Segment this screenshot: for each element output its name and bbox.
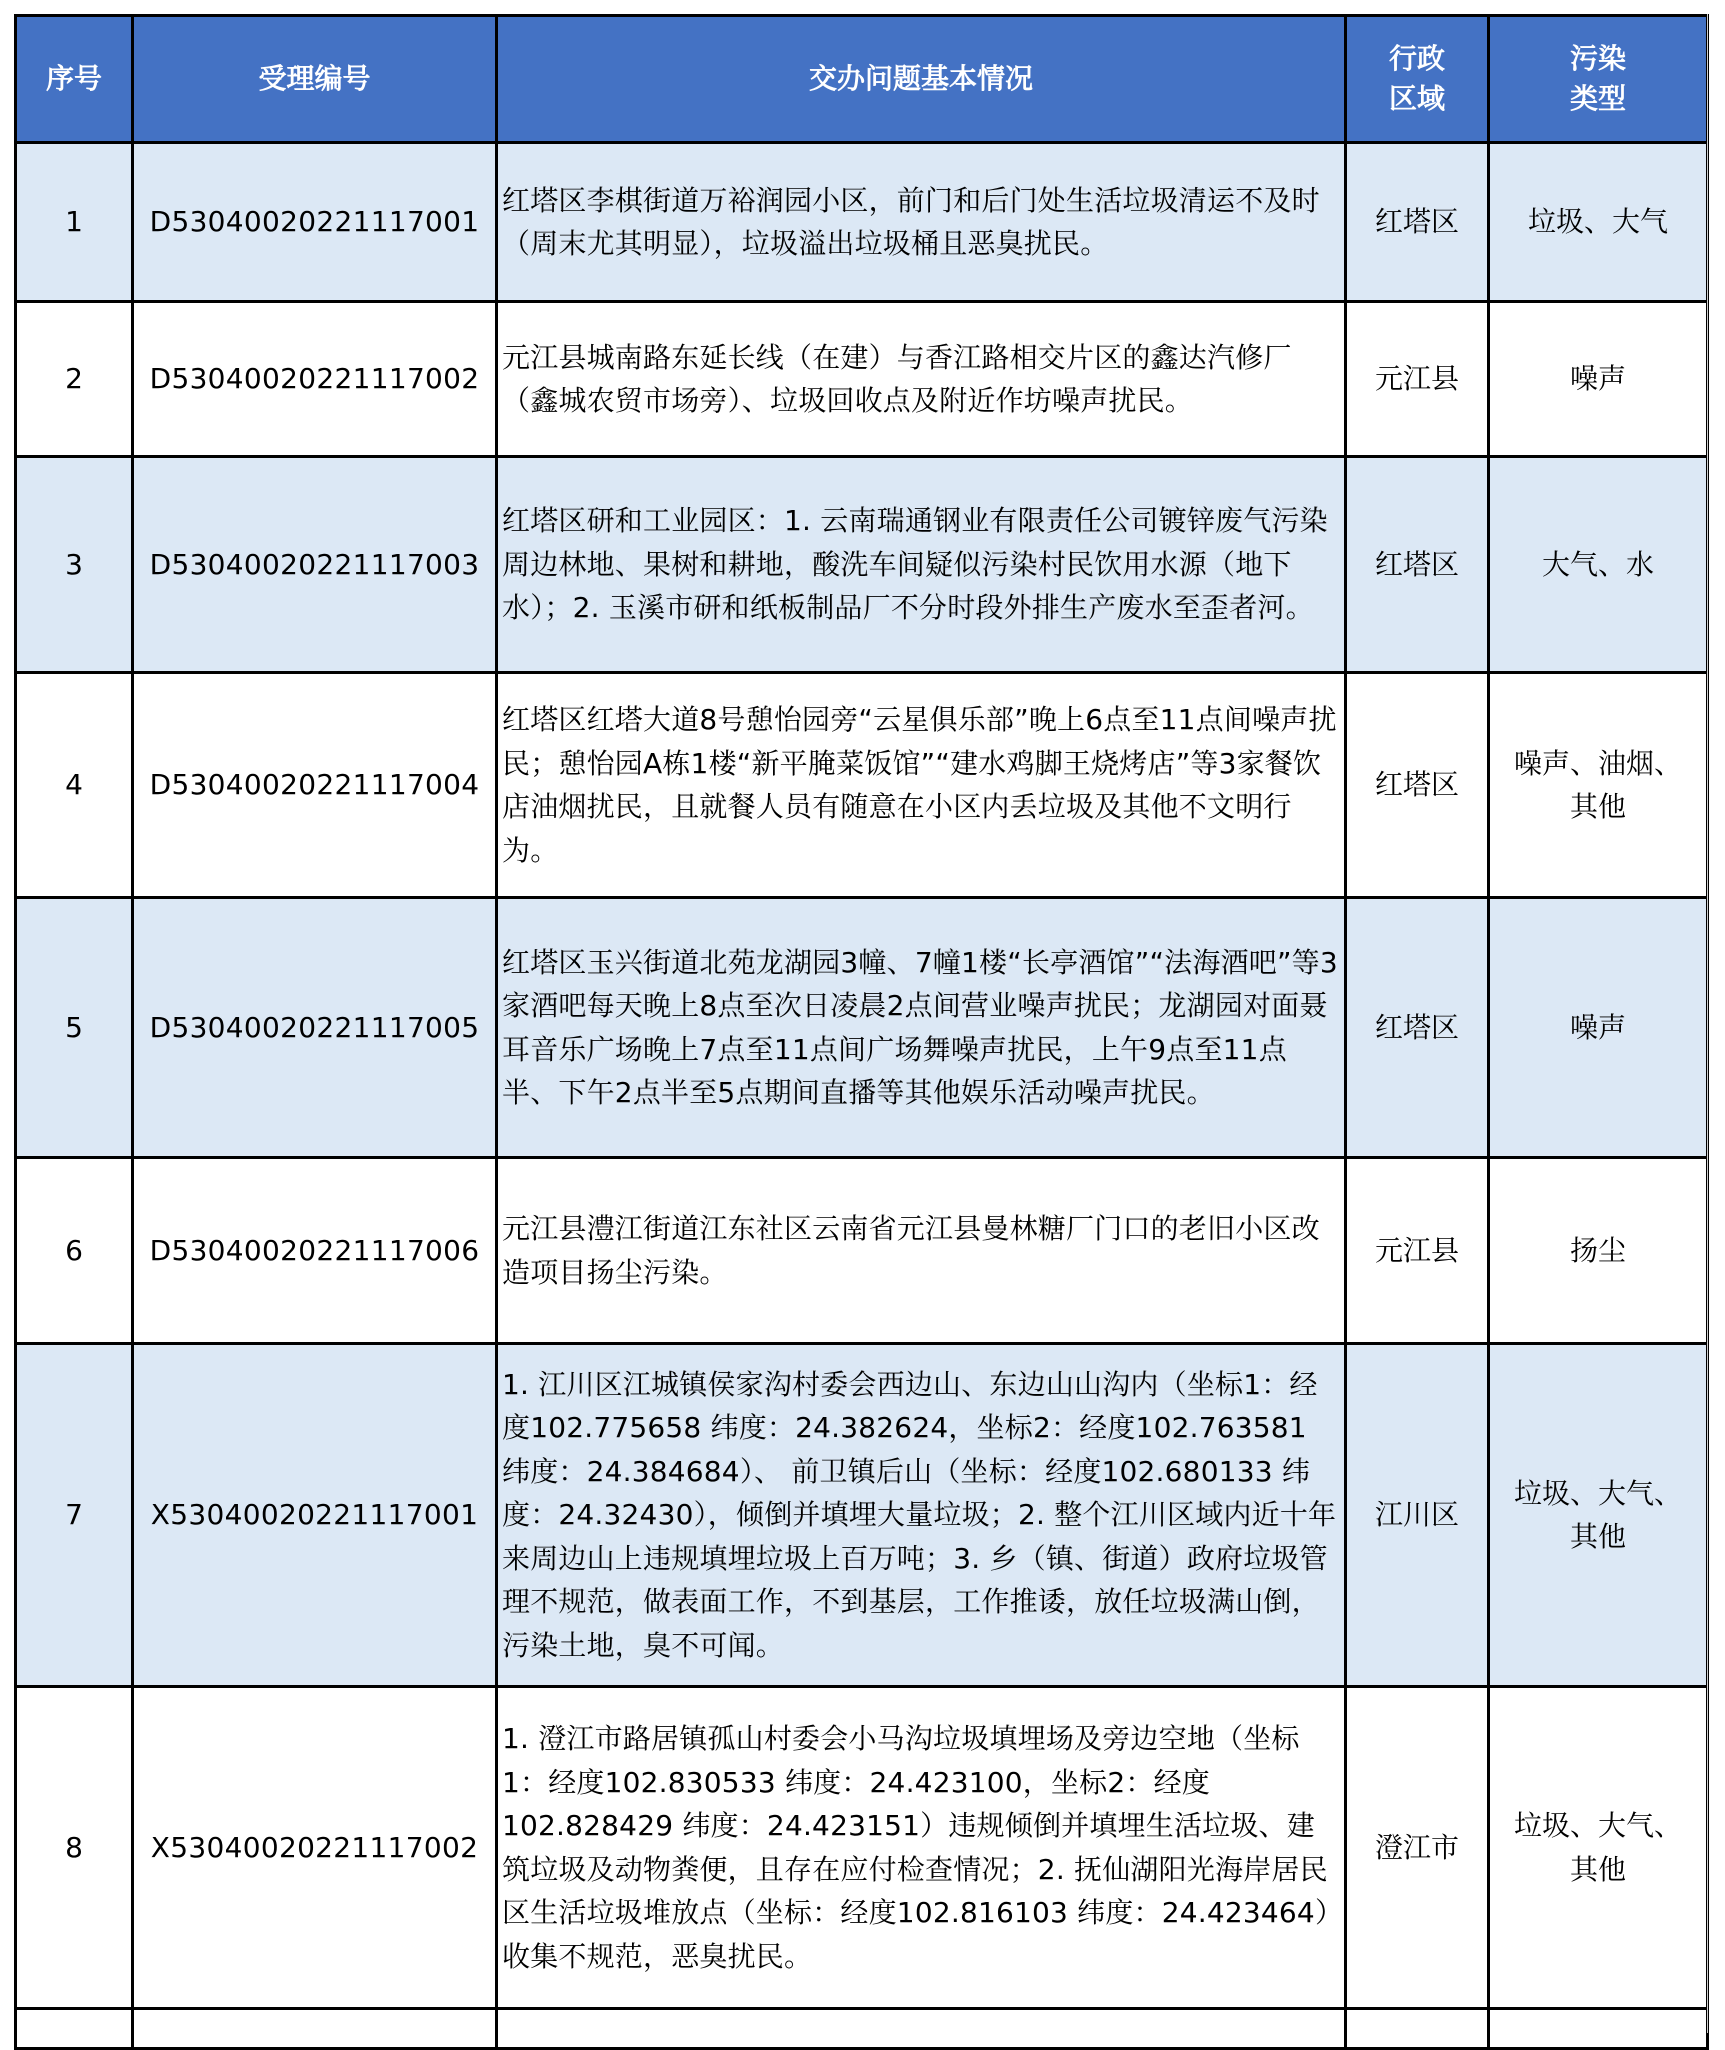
header-region-line2: 区域 xyxy=(1388,82,1445,115)
cell-code: D53040020221117003 xyxy=(133,457,497,673)
cell-code: D53040020221117001 xyxy=(133,143,497,302)
cell-type xyxy=(1489,673,1708,898)
header-summary: 交办问题基本情况 xyxy=(497,16,1346,143)
cell-region: 红塔区 xyxy=(1346,143,1489,302)
cell-region: 元江县 xyxy=(1346,302,1489,457)
table-row-partial xyxy=(16,2009,1708,2049)
cell-region: 江川区 xyxy=(1346,1344,1489,1687)
table-row xyxy=(16,457,1708,673)
cell-type: 噪声 xyxy=(1489,898,1708,1158)
cell-index: 3 xyxy=(16,457,133,673)
cell-type-line1: 噪声、油烟、 xyxy=(1513,746,1682,780)
cell-empty xyxy=(1489,2009,1708,2049)
table-row xyxy=(16,1344,1708,1687)
cell-index: 1 xyxy=(16,143,133,302)
cell-type-line2: 其他 xyxy=(1569,1520,1626,1553)
complaint-table-sheet xyxy=(14,14,1706,2050)
cell-code: D53040020221117006 xyxy=(133,1158,497,1344)
table-row xyxy=(16,143,1708,302)
cell-index: 8 xyxy=(16,1687,133,2009)
cell-summary: 红塔区玉兴街道北苑龙湖园3幢、7幢1楼“长亭酒馆”“法海酒吧”等3家酒吧每天晚上8点至次日凌晨2点间营业噪声扰民；龙湖园对面聂耳音乐广场晚上7点至11点间广场舞噪声扰民，上午9点至11点半、下午2点半至5点期间直播等其他娱乐活动噪声扰民。 xyxy=(497,898,1346,1158)
cell-index: 4 xyxy=(16,673,133,898)
cell-type: 噪声 xyxy=(1489,302,1708,457)
header-type-line2: 类型 xyxy=(1569,82,1626,115)
cell-summary: 红塔区红塔大道8号憩怡园旁“云星俱乐部”晚上6点至11点间噪声扰民；憩怡园A栋1楼“新平腌菜饭馆”“建水鸡脚王烧烤店”等3家餐饮店油烟扰民，且就餐人员有随意在小区内丢垃圾及其他不文明行为。 xyxy=(497,673,1346,898)
cell-type: 扬尘 xyxy=(1489,1158,1708,1344)
header-row xyxy=(16,16,1708,143)
cell-code: D53040020221117002 xyxy=(133,302,497,457)
cell-type-line2: 其他 xyxy=(1569,1852,1626,1886)
cell-summary: 元江县澧江街道江东社区云南省元江县曼林糖厂门口的老旧小区改造项目扬尘污染。 xyxy=(497,1158,1346,1344)
table-row xyxy=(16,898,1708,1158)
cell-type: 大气、水 xyxy=(1489,457,1708,673)
cell-type: 垃圾、大气 xyxy=(1489,143,1708,302)
cell-empty xyxy=(16,2009,133,2049)
table-row xyxy=(16,673,1708,898)
cell-code: D53040020221117004 xyxy=(133,673,497,898)
table-row xyxy=(16,1158,1708,1344)
header-region xyxy=(1346,16,1489,143)
cell-index: 2 xyxy=(16,302,133,457)
cell-summary: 1. 江川区江城镇侯家沟村委会西边山、东边山山沟内（坐标1：经度102.775658 纬度：24.382624，坐标2：经度102.763581 纬度：24.384684）、 前卫镇后山（坐标：经度102.680133 纬度：24.32430），倾倒并填埋大量垃圾；2. 整个江川区域内近十年来周边山上违规填埋垃圾上百万吨；3. 乡（镇、街道）政府垃圾管理不规范，做表面工作，不到基层，工作推诿，放任垃圾满山倒，污染土地，臭不可闻。 xyxy=(497,1344,1346,1687)
gridline-edge xyxy=(1707,14,1708,2033)
header-type xyxy=(1489,16,1708,143)
cell-empty xyxy=(1346,2009,1489,2049)
cell-empty xyxy=(497,2009,1346,2049)
cell-region: 红塔区 xyxy=(1346,898,1489,1158)
cell-summary: 红塔区研和工业园区：1. 云南瑞通钢业有限责任公司镀锌废气污染周边林地、果树和耕地，酸洗车间疑似污染村民饮用水源（地下水）；2. 玉溪市研和纸板制品厂不分时段外排生产废水至歪者河。 xyxy=(497,457,1346,673)
header-type-line1: 污染 xyxy=(1569,42,1626,75)
cell-summary: 元江县城南路东延长线（在建）与香江路相交片区的鑫达汽修厂（鑫城农贸市场旁）、垃圾回收点及附近作坊噪声扰民。 xyxy=(497,302,1346,457)
header-code: 受理编号 xyxy=(133,16,497,143)
cell-index: 7 xyxy=(16,1344,133,1687)
cell-type xyxy=(1489,1344,1708,1687)
cell-summary: 1. 澄江市路居镇孤山村委会小马沟垃圾填埋场及旁边空地（坐标1：经度102.830533 纬度：24.423100，坐标2：经度102.828429 纬度：24.423151）违规倾倒并填埋生活垃圾、建筑垃圾及动物粪便，且存在应付检查情况；2. 抚仙湖阳光海岸居民区生活垃圾堆放点（坐标：经度102.816103 纬度：24.423464）收集不规范，恶臭扰民。 xyxy=(497,1687,1346,2009)
cell-type-line1: 垃圾、大气、 xyxy=(1513,1476,1682,1510)
table-row xyxy=(16,1687,1708,2009)
cell-region: 元江县 xyxy=(1346,1158,1489,1344)
cell-region: 红塔区 xyxy=(1346,457,1489,673)
cell-summary: 红塔区李棋街道万裕润园小区，前门和后门处生活垃圾清运不及时（周末尤其明显），垃圾溢出垃圾桶且恶臭扰民。 xyxy=(497,143,1346,302)
header-index: 序号 xyxy=(16,16,133,143)
cell-code: X53040020221117001 xyxy=(133,1344,497,1687)
cell-region: 红塔区 xyxy=(1346,673,1489,898)
cell-index: 5 xyxy=(16,898,133,1158)
table-row xyxy=(16,302,1708,457)
cell-index: 6 xyxy=(16,1158,133,1344)
cell-region: 澄江市 xyxy=(1346,1687,1489,2009)
header-region-line1: 行政 xyxy=(1388,42,1445,75)
cell-code: D53040020221117005 xyxy=(133,898,497,1158)
cell-type-line1: 垃圾、大气、 xyxy=(1513,1809,1682,1842)
cell-empty xyxy=(133,2009,497,2049)
cell-type-line2: 其他 xyxy=(1569,790,1626,823)
complaint-table xyxy=(14,14,1709,2050)
cell-type xyxy=(1489,1687,1708,2009)
cell-code: X53040020221117002 xyxy=(133,1687,497,2009)
